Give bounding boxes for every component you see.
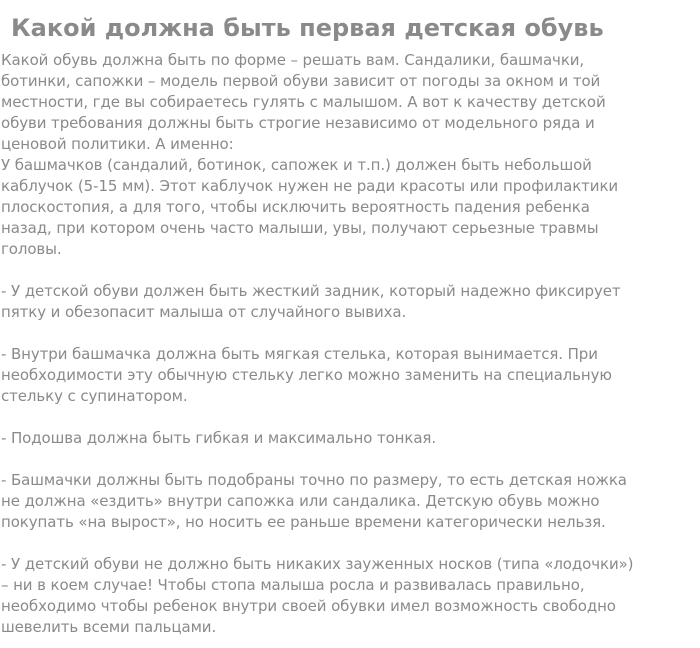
text-line: не должна «ездить» внутри сапожка или сандалика. Детскую обувь можно [1,492,600,510]
text-line: каблучок (5-15 мм). Этот каблучок нужен не ради красоты или профилактики [1,177,619,195]
point-insole [1,344,691,407]
paragraph-spacer [1,260,691,281]
text-line: - Башмачки должны быть подобраны точно по размеру, то есть детская ножка [1,471,627,489]
text-line: необходимо чтобы ребенок внутри своей обувки имел возможность свободно [1,597,616,615]
text-line: Какой обувь должна быть по форме – решать вам. Сандалики, башмачки, [1,51,585,69]
intro-paragraph [1,50,691,260]
text-line: головы. [1,240,62,258]
text-line: пятку и обезопасит малыша от случайного вывиха. [1,303,407,321]
text-line: назад, при котором очень часто малыши, увы, получают серьезные травмы [1,219,599,237]
article-body [1,50,691,638]
text-line: - Внутри башмачка должна быть мягкая стелька, которая вынимается. При [1,345,598,363]
text-line: обуви требования должны быть строгие независимо от модельного ряда и [1,114,595,132]
paragraph-spacer [1,407,691,428]
text-line: стельку с супинатором. [1,387,188,405]
text-line: У башмачков (сандалий, ботинок, сапожек и т.п.) должен быть небольшой [1,156,592,174]
paragraph-spacer [1,323,691,344]
text-line: необходимости эту обычную стельку легко можно заменить на специальную [1,366,612,384]
text-line: ботинки, сапожки – модель первой обуви зависит от погоды за окном и той [1,72,601,90]
paragraph-spacer [1,533,691,554]
text-line: – ни в коем случае! Чтобы стопа малыша росла и развивалась правильно, [1,576,585,594]
text-line: плоскостопия, а для того, чтобы исключить вероятность падения ребенка [1,198,590,216]
text-line: покупать «на вырост», но носить ее раньше времени категорически нельзя. [1,513,606,531]
text-line: - У детской обуви должен быть жесткий задник, который надежно фиксирует [1,282,621,300]
point-heel-counter [1,281,691,323]
paragraph-spacer [1,449,691,470]
text-line: шевелить всеми пальцами. [1,618,217,636]
text-line: - Подошва должна быть гибкая и максимально тонкая. [1,429,437,447]
text-line: ценовой политики. А именно: [1,135,234,153]
point-sole [1,428,691,449]
article-title: Какой должна быть первая детская обувь [11,14,604,42]
point-toe-shape [1,554,691,638]
text-line: - У детский обуви не должно быть никаких зауженных носков (типа «лодочки») [1,555,634,573]
text-line: местности, где вы собираетесь гулять с малышом. А вот к качеству детской [1,93,606,111]
point-size [1,470,691,533]
